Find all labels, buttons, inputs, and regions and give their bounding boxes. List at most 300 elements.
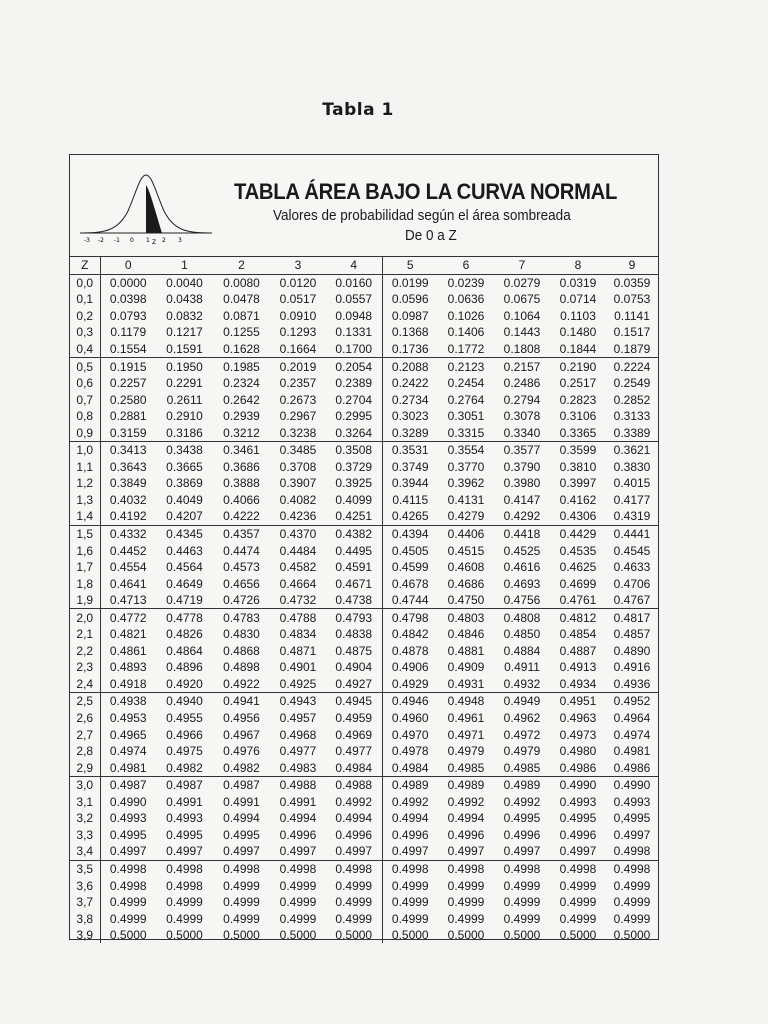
probability-cell: 0.4999 bbox=[223, 911, 260, 926]
z-value-cell: 1,5 bbox=[70, 525, 100, 542]
probability-cell: 0.4864 bbox=[166, 643, 203, 658]
probability-cell: 0.4999 bbox=[447, 895, 485, 910]
probability-cell: 0.4418 bbox=[503, 527, 541, 542]
probability-cell: 0.4992 bbox=[447, 794, 485, 809]
probability-cell: 0.1772 bbox=[438, 341, 494, 358]
probability-cell: 0.4995 bbox=[109, 827, 147, 842]
probability-cell: 0.4918 bbox=[100, 676, 156, 693]
z-value-cell: 1,2 bbox=[70, 475, 100, 492]
probability-cell: 0.4904 bbox=[326, 659, 382, 676]
probability-cell: 0.4987 bbox=[109, 778, 147, 793]
probability-cell: 0.3531 bbox=[391, 443, 429, 458]
probability-cell: 0.3389 bbox=[606, 424, 658, 441]
probability-cell: 0.4834 bbox=[279, 627, 317, 642]
probability-cell: 0.1368 bbox=[391, 325, 429, 340]
table-row bbox=[70, 910, 658, 927]
curve-tick-label: -2 bbox=[98, 237, 104, 244]
probability-cell: 0.1406 bbox=[447, 325, 485, 340]
probability-cell: 0.0753 bbox=[613, 292, 651, 307]
table-row bbox=[70, 592, 658, 609]
probability-cell: 0.4999 bbox=[166, 911, 203, 926]
probability-cell: 0.4983 bbox=[270, 759, 326, 776]
probability-cell: 0.4999 bbox=[391, 895, 429, 910]
probability-cell: 0.3365 bbox=[550, 424, 606, 441]
probability-cell: 0.4998 bbox=[559, 861, 597, 876]
probability-cell: 0.3770 bbox=[447, 459, 485, 474]
z-value-cell: 2,2 bbox=[70, 643, 100, 660]
probability-cell: 0.0987 bbox=[391, 308, 429, 323]
probability-cell: 0.4996 bbox=[447, 827, 485, 842]
probability-cell: 0.4934 bbox=[550, 676, 606, 693]
z-value-cell: 2,8 bbox=[70, 743, 100, 760]
probability-cell: 0.4292 bbox=[494, 508, 550, 525]
probability-cell: 0.1480 bbox=[559, 325, 597, 340]
probability-cell: 0.4821 bbox=[109, 627, 147, 642]
curve-tick-label: 2 bbox=[162, 237, 166, 244]
probability-cell: 0.4495 bbox=[326, 542, 382, 559]
probability-cell: 0.4750 bbox=[438, 592, 494, 609]
probability-cell: 0.0478 bbox=[223, 292, 260, 307]
probability-cell: 0.0160 bbox=[326, 274, 382, 291]
probability-cell: 0.4949 bbox=[503, 694, 541, 709]
probability-cell: 0.4999 bbox=[559, 911, 597, 926]
probability-cell: 0.0000 bbox=[109, 275, 147, 290]
probability-cell: 0.3159 bbox=[100, 424, 156, 441]
probability-cell: 0.2910 bbox=[166, 409, 203, 424]
probability-cell: 0.0279 bbox=[503, 275, 541, 290]
probability-cell: 0.4591 bbox=[326, 559, 382, 576]
probability-cell: 0.2257 bbox=[109, 376, 147, 391]
probability-cell: 0.1331 bbox=[326, 324, 382, 341]
probability-cell: 0.2422 bbox=[391, 376, 429, 391]
probability-cell: 0.4999 bbox=[279, 878, 317, 893]
header-col-4: 4 bbox=[326, 257, 382, 274]
probability-cell: 0.3997 bbox=[559, 476, 597, 491]
z-value-cell: 1,9 bbox=[70, 592, 100, 609]
probability-cell: 0.4948 bbox=[447, 694, 485, 709]
curve-tick-labels bbox=[84, 237, 182, 245]
probability-cell: 0.4582 bbox=[279, 560, 317, 575]
probability-cell: 0.4962 bbox=[503, 711, 541, 726]
probability-cell: 0.4357 bbox=[223, 527, 260, 542]
probability-cell: 0.4936 bbox=[606, 676, 658, 693]
probability-cell: 0.4982 bbox=[213, 759, 270, 776]
probability-cell: 0.4961 bbox=[447, 711, 485, 726]
probability-cell: 0.4920 bbox=[156, 676, 213, 693]
probability-cell: 0.4984 bbox=[382, 759, 438, 776]
probability-cell: 0.2088 bbox=[391, 359, 429, 374]
probability-cell: 0.5000 bbox=[559, 928, 597, 943]
probability-cell: 0.3051 bbox=[447, 409, 485, 424]
probability-cell: 0.4956 bbox=[223, 711, 260, 726]
probability-cell: 0.0359 bbox=[613, 275, 651, 290]
probability-cell: 0.4599 bbox=[391, 560, 429, 575]
probability-cell: 0,4995 bbox=[613, 811, 651, 826]
z-value-cell: 2,3 bbox=[70, 659, 100, 676]
probability-cell: 0.4842 bbox=[391, 627, 429, 642]
probability-cell: 0.4131 bbox=[447, 492, 485, 507]
probability-cell: 0.2486 bbox=[503, 376, 541, 391]
probability-cell: 0.3023 bbox=[391, 409, 429, 424]
probability-cell: 0.4664 bbox=[279, 576, 317, 591]
probability-cell: 0.4997 bbox=[438, 843, 494, 860]
z-value-cell: 0,9 bbox=[70, 424, 100, 441]
probability-cell: 0.4515 bbox=[447, 543, 485, 558]
probability-cell: 0.0557 bbox=[326, 291, 382, 308]
probability-cell: 0.3849 bbox=[109, 476, 147, 491]
z-value-cell: 3,0 bbox=[70, 776, 100, 793]
probability-cell: 0.1808 bbox=[494, 341, 550, 358]
probability-cell: 0.4649 bbox=[166, 576, 203, 591]
probability-cell: 0.4932 bbox=[494, 676, 550, 693]
probability-cell: 0.3238 bbox=[270, 424, 326, 441]
probability-cell: 0.4991 bbox=[279, 794, 317, 809]
probability-cell: 0.0239 bbox=[447, 275, 485, 290]
probability-cell: 0.3264 bbox=[326, 424, 382, 441]
probability-cell: 0.2734 bbox=[391, 392, 429, 407]
probability-cell: 0.4989 bbox=[391, 778, 429, 793]
probability-cell: 0.1985 bbox=[223, 359, 260, 374]
probability-cell: 0.4922 bbox=[213, 676, 270, 693]
probability-cell: 0.4992 bbox=[391, 794, 429, 809]
probability-cell: 0.2224 bbox=[613, 359, 651, 374]
probability-cell: 0.0871 bbox=[223, 308, 260, 323]
probability-cell: 0.4744 bbox=[382, 592, 438, 609]
probability-cell: 0.4979 bbox=[447, 744, 485, 759]
probability-cell: 0.5000 bbox=[503, 928, 541, 943]
normal-curve-illustration bbox=[74, 159, 214, 245]
probability-cell: 0.4951 bbox=[559, 694, 597, 709]
probability-cell: 0.4998 bbox=[109, 861, 147, 876]
probability-cell: 0.1844 bbox=[550, 341, 606, 358]
probability-cell: 0.4997 bbox=[100, 843, 156, 860]
z-value-cell: 2,0 bbox=[70, 609, 100, 626]
z-value-cell: 0,8 bbox=[70, 408, 100, 425]
probability-cell: 0.1217 bbox=[166, 325, 203, 340]
z-value-cell: 0,3 bbox=[70, 324, 100, 341]
probability-cell: 0.4850 bbox=[503, 627, 541, 642]
probability-cell: 0.4998 bbox=[606, 843, 658, 860]
probability-cell: 0.4778 bbox=[166, 610, 203, 625]
header-col-6: 6 bbox=[438, 257, 494, 274]
probability-cell: 0.4996 bbox=[503, 827, 541, 842]
z-value-cell: 1,0 bbox=[70, 442, 100, 459]
probability-cell: 0.2764 bbox=[447, 392, 485, 407]
probability-cell: 0.4999 bbox=[559, 895, 597, 910]
probability-cell: 0.4015 bbox=[613, 476, 651, 491]
probability-cell: 0.4345 bbox=[166, 527, 203, 542]
probability-cell: 0.1879 bbox=[606, 341, 658, 358]
probability-cell: 0.4993 bbox=[109, 811, 147, 826]
probability-cell: 0.0398 bbox=[109, 292, 147, 307]
probability-cell: 0.4941 bbox=[223, 694, 260, 709]
probability-cell: 0.1736 bbox=[382, 341, 438, 358]
table-row bbox=[70, 776, 658, 793]
z-value-cell: 2,1 bbox=[70, 626, 100, 643]
probability-cell: 0.4985 bbox=[438, 759, 494, 776]
probability-cell: 0.4997 bbox=[613, 827, 651, 842]
probability-cell: 0.4162 bbox=[559, 492, 597, 507]
probability-cell: 0.3944 bbox=[391, 476, 429, 491]
probability-cell: 0.4986 bbox=[606, 759, 658, 776]
probability-cell: 0.4115 bbox=[392, 492, 429, 507]
probability-cell: 0.4996 bbox=[279, 827, 317, 842]
table-row bbox=[70, 609, 658, 626]
table-header-area bbox=[70, 155, 658, 257]
probability-cell: 0.4999 bbox=[223, 878, 260, 893]
z-value-cell: 2,5 bbox=[70, 693, 100, 710]
probability-cell: 0.4997 bbox=[270, 843, 326, 860]
probability-cell: 0.3962 bbox=[447, 476, 485, 491]
probability-cell: 0.4990 bbox=[613, 778, 651, 793]
probability-cell: 0.4686 bbox=[447, 576, 485, 591]
probability-cell: 0.4998 bbox=[223, 861, 260, 876]
z-value-cell: 2,7 bbox=[70, 726, 100, 743]
header-col-8: 8 bbox=[550, 257, 606, 274]
probability-cell: 0.4082 bbox=[279, 492, 317, 507]
probability-cell: 0.4989 bbox=[447, 778, 485, 793]
probability-cell: 0.4959 bbox=[326, 710, 382, 727]
probability-cell: 0.0438 bbox=[166, 292, 203, 307]
probability-cell: 0.2794 bbox=[503, 392, 541, 407]
probability-cell: 0.4678 bbox=[391, 576, 429, 591]
probability-cell: 0.1628 bbox=[213, 341, 270, 358]
probability-cell: 0.4972 bbox=[503, 727, 541, 742]
table-row bbox=[70, 877, 658, 894]
probability-cell: 0.4830 bbox=[223, 627, 260, 642]
probability-cell: 0.4812 bbox=[559, 610, 597, 625]
probability-cell: 0.4996 bbox=[326, 827, 382, 844]
probability-cell: 0.4985 bbox=[494, 759, 550, 776]
probability-cell: 0.4999 bbox=[503, 878, 541, 893]
probability-cell: 0.4998 bbox=[166, 878, 203, 893]
probability-cell: 0.4952 bbox=[613, 694, 651, 709]
probability-cell: 0.4993 bbox=[166, 811, 203, 826]
probability-cell: 0.4505 bbox=[391, 543, 429, 558]
curve-z-marker: Z bbox=[152, 239, 157, 245]
table-row bbox=[70, 308, 658, 325]
probability-cell: 0.4999 bbox=[279, 911, 317, 926]
probability-cell: 0.4994 bbox=[391, 811, 429, 826]
probability-cell: 0.4370 bbox=[279, 527, 317, 542]
probability-cell: 0.4564 bbox=[166, 560, 203, 575]
probability-cell: 0.4808 bbox=[503, 610, 541, 625]
probability-cell: 0.4995 bbox=[503, 811, 541, 826]
probability-cell: 0.4898 bbox=[223, 660, 260, 675]
probability-cell: 0.4946 bbox=[391, 694, 429, 709]
probability-cell: 0.4994 bbox=[447, 811, 485, 826]
probability-cell: 0.4999 bbox=[559, 878, 597, 893]
header-col-1: 1 bbox=[156, 257, 213, 274]
curve-tick-label: -3 bbox=[84, 237, 90, 244]
probability-cell: 0.3438 bbox=[166, 443, 203, 458]
table-row bbox=[70, 424, 658, 441]
probability-cell: 0.3810 bbox=[559, 459, 597, 474]
z-value-cell: 0,4 bbox=[70, 341, 100, 358]
probability-cell: 0.4693 bbox=[503, 576, 541, 591]
probability-cell: 0.1554 bbox=[100, 341, 156, 358]
probability-cell: 0.4940 bbox=[166, 694, 203, 709]
probability-cell: 0.4452 bbox=[109, 543, 147, 558]
probability-cell: 0.4998 bbox=[279, 861, 317, 876]
z-table bbox=[70, 257, 658, 943]
probability-cell: 0.0714 bbox=[559, 292, 597, 307]
probability-cell: 0.4999 bbox=[279, 895, 317, 910]
probability-cell: 0.4394 bbox=[391, 527, 429, 542]
z-value-cell: 1,4 bbox=[70, 508, 100, 525]
probability-cell: 0.3980 bbox=[503, 476, 541, 491]
z-value-cell: 3,3 bbox=[70, 827, 100, 844]
probability-cell: 0.4963 bbox=[559, 711, 597, 726]
probability-cell: 0.3485 bbox=[279, 443, 317, 458]
probability-cell: 0.2881 bbox=[109, 409, 147, 424]
probability-cell: 0.4474 bbox=[223, 543, 260, 558]
probability-cell: 0.4916 bbox=[613, 660, 651, 675]
z-value-cell: 1,6 bbox=[70, 542, 100, 559]
probability-cell: 0.0517 bbox=[279, 292, 317, 307]
probability-cell: 0.4999 bbox=[326, 877, 382, 894]
probability-cell: 0.4993 bbox=[559, 794, 597, 809]
probability-cell: 0.4998 bbox=[613, 861, 651, 876]
probability-cell: 0.4871 bbox=[279, 643, 317, 658]
probability-cell: 0.5000 bbox=[109, 928, 147, 943]
probability-cell: 0.2054 bbox=[326, 358, 382, 375]
probability-cell: 0.2291 bbox=[166, 376, 203, 391]
probability-cell: 0.4931 bbox=[438, 676, 494, 693]
probability-cell: 0.4977 bbox=[279, 744, 317, 759]
probability-cell: 0.4976 bbox=[223, 744, 260, 759]
probability-cell: 0.4881 bbox=[447, 643, 485, 658]
probability-cell: 0.4964 bbox=[613, 711, 651, 726]
probability-cell: 0.3106 bbox=[559, 409, 597, 424]
probability-cell: 0.4713 bbox=[100, 592, 156, 609]
probability-cell: 0.4279 bbox=[438, 508, 494, 525]
probability-cell: 0.2190 bbox=[559, 359, 597, 374]
probability-cell: 0.4997 bbox=[156, 843, 213, 860]
probability-cell: 0.4319 bbox=[606, 508, 658, 525]
z-value-cell: 3,9 bbox=[70, 927, 100, 944]
probability-cell: 0.4988 bbox=[279, 778, 317, 793]
table-row bbox=[70, 408, 658, 425]
probability-cell: 0.4986 bbox=[550, 759, 606, 776]
probability-cell: 0.1064 bbox=[503, 308, 541, 323]
probability-cell: 0.2019 bbox=[279, 359, 317, 374]
probability-cell: 0.2389 bbox=[326, 375, 382, 392]
probability-cell: 0.4756 bbox=[494, 592, 550, 609]
z-value-cell: 3,2 bbox=[70, 810, 100, 827]
probability-cell: 0.1103 bbox=[560, 308, 596, 323]
probability-cell: 0.2357 bbox=[279, 376, 317, 391]
table-row bbox=[70, 659, 658, 676]
z-value-cell: 1,7 bbox=[70, 559, 100, 576]
probability-cell: 0.4938 bbox=[109, 694, 147, 709]
probability-cell: 0.4996 bbox=[391, 827, 429, 842]
probability-cell: 0.1517 bbox=[613, 325, 651, 340]
probability-cell: 0.4265 bbox=[382, 508, 438, 525]
probability-cell: 0.4893 bbox=[109, 660, 147, 675]
probability-cell: 0.4982 bbox=[156, 759, 213, 776]
probability-cell: 0.3665 bbox=[166, 459, 203, 474]
probability-cell: 0.4987 bbox=[166, 778, 203, 793]
probability-cell: 0.4974 bbox=[109, 744, 147, 759]
probability-cell: 0.4911 bbox=[504, 660, 540, 675]
probability-cell: 0.4332 bbox=[109, 527, 147, 542]
z-value-cell: 3,5 bbox=[70, 860, 100, 877]
probability-cell: 0.4997 bbox=[382, 843, 438, 860]
probability-cell: 0.4998 bbox=[109, 878, 147, 893]
probability-cell: 0.4049 bbox=[166, 492, 203, 507]
probability-cell: 0.0832 bbox=[166, 308, 203, 323]
probability-cell: 0.4429 bbox=[559, 527, 597, 542]
probability-cell: 0.4974 bbox=[613, 727, 651, 742]
probability-cell: 0.2123 bbox=[447, 359, 485, 374]
probability-cell: 0.4878 bbox=[391, 643, 429, 658]
probability-cell: 0.4969 bbox=[326, 726, 382, 743]
probability-cell: 0.4251 bbox=[326, 508, 382, 525]
probability-cell: 0.3577 bbox=[503, 443, 541, 458]
probability-cell: 0.4767 bbox=[606, 592, 658, 609]
header-col-5: 5 bbox=[382, 257, 438, 274]
header-col-9: 9 bbox=[606, 257, 658, 274]
table-row bbox=[70, 794, 658, 811]
table-row bbox=[70, 894, 658, 911]
probability-cell: 0.4925 bbox=[270, 676, 326, 693]
probability-cell: 0.0319 bbox=[559, 275, 597, 290]
probability-cell: 0.4484 bbox=[279, 543, 317, 558]
probability-cell: 0.4999 bbox=[503, 911, 541, 926]
probability-cell: 0.4306 bbox=[550, 508, 606, 525]
probability-cell: 0.4909 bbox=[447, 660, 485, 675]
probability-cell: 0.4943 bbox=[279, 694, 317, 709]
probability-cell: 0.4997 bbox=[213, 843, 270, 860]
probability-cell: 0.5000 bbox=[613, 928, 651, 943]
table-row bbox=[70, 759, 658, 776]
table-row bbox=[70, 542, 658, 559]
probability-cell: 0.4971 bbox=[447, 727, 485, 742]
probability-cell: 0.3907 bbox=[279, 476, 317, 491]
table-row bbox=[70, 575, 658, 592]
probability-cell: 0.4980 bbox=[559, 744, 597, 759]
shaded-area bbox=[146, 185, 162, 233]
probability-cell: 0.3212 bbox=[213, 424, 270, 441]
table-row bbox=[70, 341, 658, 358]
table-row bbox=[70, 843, 658, 860]
probability-cell: 0.3508 bbox=[326, 442, 382, 459]
probability-cell: 0.4965 bbox=[109, 727, 147, 742]
probability-cell: 0.0948 bbox=[326, 308, 382, 325]
probability-cell: 0.1700 bbox=[326, 341, 382, 358]
z-value-cell: 1,8 bbox=[70, 575, 100, 592]
probability-cell: 0.4887 bbox=[559, 643, 597, 658]
probability-cell: 0.4992 bbox=[503, 794, 541, 809]
probability-cell: 0.5000 bbox=[279, 928, 317, 943]
probability-cell: 0.4967 bbox=[223, 727, 260, 742]
probability-cell: 0.1255 bbox=[223, 325, 260, 340]
probability-cell: 0.3925 bbox=[326, 475, 382, 492]
probability-cell: 0.0199 bbox=[391, 275, 429, 290]
probability-cell: 0.4981 bbox=[100, 759, 156, 776]
probability-cell: 0.3289 bbox=[382, 424, 438, 441]
probability-cell: 0.4998 bbox=[503, 861, 541, 876]
probability-cell: 0.4994 bbox=[326, 810, 382, 827]
header-col-0: 0 bbox=[100, 257, 156, 274]
probability-cell: 0.4884 bbox=[503, 643, 541, 658]
probability-cell: 0.4998 bbox=[166, 861, 203, 876]
z-value-cell: 3,1 bbox=[70, 794, 100, 811]
probability-cell: 0.4957 bbox=[279, 711, 317, 726]
probability-cell: 0.5000 bbox=[447, 928, 485, 943]
probability-cell: 0.5000 bbox=[166, 928, 203, 943]
